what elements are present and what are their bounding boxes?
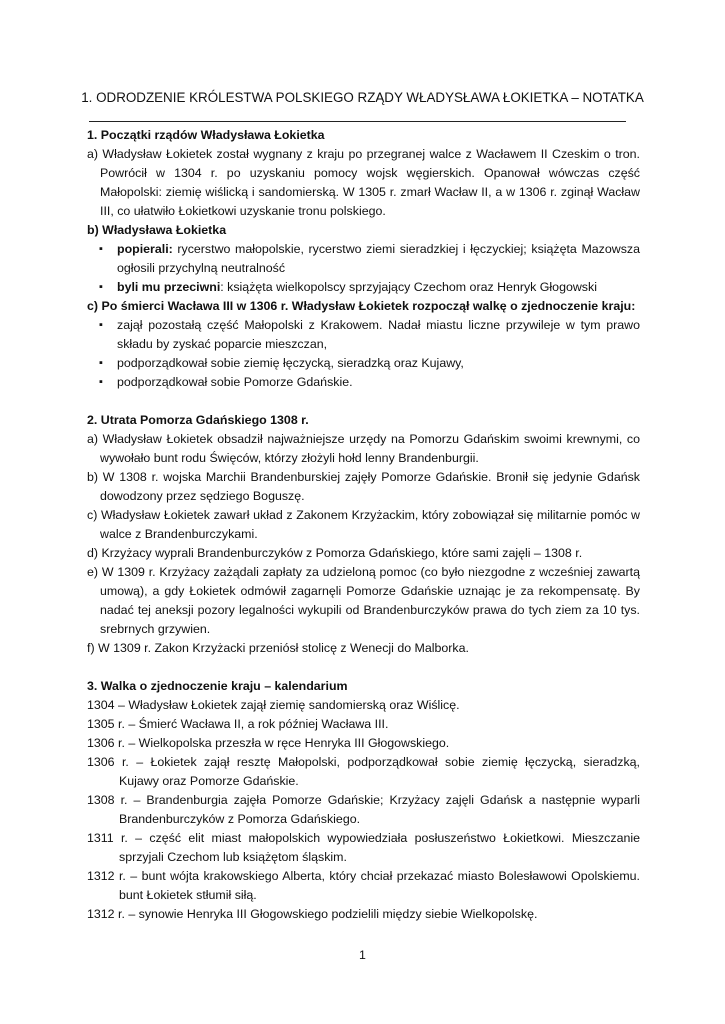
list-item: ▪ podporządkował sobie Pomorze Gdańskie. xyxy=(117,373,640,392)
section-2-item: e) W 1309 r. Krzyżacy zażądali zapłaty za udzieloną pomoc (co było niezgodne z wcześniej zawartą umową), a gdy Łokietek odmówił zagarnęli Pomorze Gdańskie uznając je za rekompensatę. By nadać tej aneksji pozory legalności wykupili od Brandenburczyków prawa do tych ziem za 10 tys. srebrnych grzywien. xyxy=(87,565,640,636)
section-2-item: a) Władysław Łokietek obsadził najważniejsze urzędy na Pomorzu Gdańskim swoimi krewnymi, co wywołało bunt rodu Święców, którzy złożyli hołd lenny Brandenburgii. xyxy=(87,432,640,465)
spacer xyxy=(87,658,640,677)
page-number: 1 xyxy=(359,948,366,962)
list-item: ▪ podporządkował sobie ziemię łęczycką, sieradzką oraz Kujawy, xyxy=(117,354,640,373)
section-1-item-a: a) Władysław Łokietek został wygnany z kraju po przegranej walce z Wacławem II Czeskim o tron. Powrócił w 1304 r. po uzyskaniu pomocy wojsk węgierskich. Opanował wówczas część Małopolski: ziemię wiślicką i sandomierską. W 1305 r. zmarł Wacław II, a w 1306 r. zginął Wacław III, co ułatwiło Łokietkowi uzyskanie tronu polskiego. xyxy=(87,147,640,218)
calendar-entry: 1306 r. – Łokietek zajął resztę Małopolski, podporządkował sobie ziemię łęczycką, sieradzką, Kujawy oraz Pomorze Gdańskie. xyxy=(87,755,640,788)
section-1-heading: 1. Początki rządów Władysława Łokietka xyxy=(87,128,325,142)
section-1-c-list xyxy=(87,316,640,392)
list-item-label: byli mu przeciwni xyxy=(117,280,221,294)
section-2-item: c) Władysław Łokietek zawarł układ z Zakonem Krzyżackim, który zobowiązał się militarnie pomóc w walce z Brandenburczykami. xyxy=(87,508,640,541)
spacer xyxy=(87,392,640,411)
calendar-entry: 1305 r. – Śmierć Wacława II, a rok później Wacława III. xyxy=(87,717,389,731)
list-item xyxy=(117,278,640,297)
calendar-entry: 1306 r. – Wielkopolska przeszła w ręce Henryka III Głogowskiego. xyxy=(87,736,450,750)
calendar-entry: 1308 r. – Brandenburgia zajęła Pomorze Gdańskie; Krzyżacy zajęli Gdańsk a następnie wyparli Brandenburczyków z Pomorza Gdańskiego. xyxy=(87,793,640,826)
section-3-heading: 3. Walka o zjednoczenie kraju – kalendarium xyxy=(87,679,348,693)
section-2-item: b) W 1308 r. wojska Marchii Brandenburskiej zajęły Pomorze Gdańskie. Bronił się jedynie Gdańsk dowodzony przez sędziego Boguszę. xyxy=(87,470,640,503)
list-item-label: popierali: xyxy=(117,242,173,256)
section-1-b-list xyxy=(87,240,640,297)
list-item-text: rycerstwo małopolskie, rycerstwo ziemi sieradzkiej i łęczyckiej; książęta Mazowsza ogłosili przychylną neutralność xyxy=(117,242,640,275)
section-2-item: d) Krzyżacy wyprali Brandenburczyków z Pomorza Gdańskiego, które sami zajęli – 1308 r. xyxy=(87,546,583,560)
list-item: ▪ zajął pozostałą część Małopolski z Krakowem. Nadał miastu liczne przywileje w tym prawo składu by zyskać poparcie mieszczan, xyxy=(117,316,640,354)
section-2-heading: 2. Utrata Pomorza Gdańskiego 1308 r. xyxy=(87,413,309,427)
section-1-item-b-heading: b) Władysława Łokietka xyxy=(87,223,227,237)
calendar-entry: 1311 r. – część elit miast małopolskich wypowiedziała posłuszeństwo Łokietkowi. Mieszczanie sprzyjali Czechom lub książętom śląskim. xyxy=(87,831,640,864)
page-title: 1. ODRODZENIE KRÓLESTWA POLSKIEGO RZĄDY WŁADYSŁAWA ŁOKIETKA – NOTATKA xyxy=(81,90,644,105)
section-2-item: f) W 1309 r. Zakon Krzyżacki przeniósł stolicę z Wenecji do Malborka. xyxy=(87,641,469,655)
list-item-text: : książęta wielkopolscy sprzyjający Czechom oraz Henryk Głogowski xyxy=(220,280,597,294)
calendar-entry: 1312 r. – bunt wójta krakowskiego Alberta, który chciał przekazać miasto Bolesławowi Opolskiemu. bunt Łokietek stłumił siłą. xyxy=(87,869,640,902)
document-body xyxy=(87,126,640,924)
calendar-entry: 1304 – Władysław Łokietek zajął ziemię sandomierską oraz Wiślicę. xyxy=(87,698,460,712)
list-item xyxy=(117,240,640,278)
section-1-item-c-heading: c) Po śmierci Wacława III w 1306 r. Władysław Łokietek rozpoczął walkę o zjednoczenie kraju: xyxy=(87,299,636,313)
calendar-entry: 1312 r. – synowie Henryka III Głogowskiego podzielili między siebie Wielkopolskę. xyxy=(87,907,538,921)
title-underline xyxy=(89,121,626,122)
